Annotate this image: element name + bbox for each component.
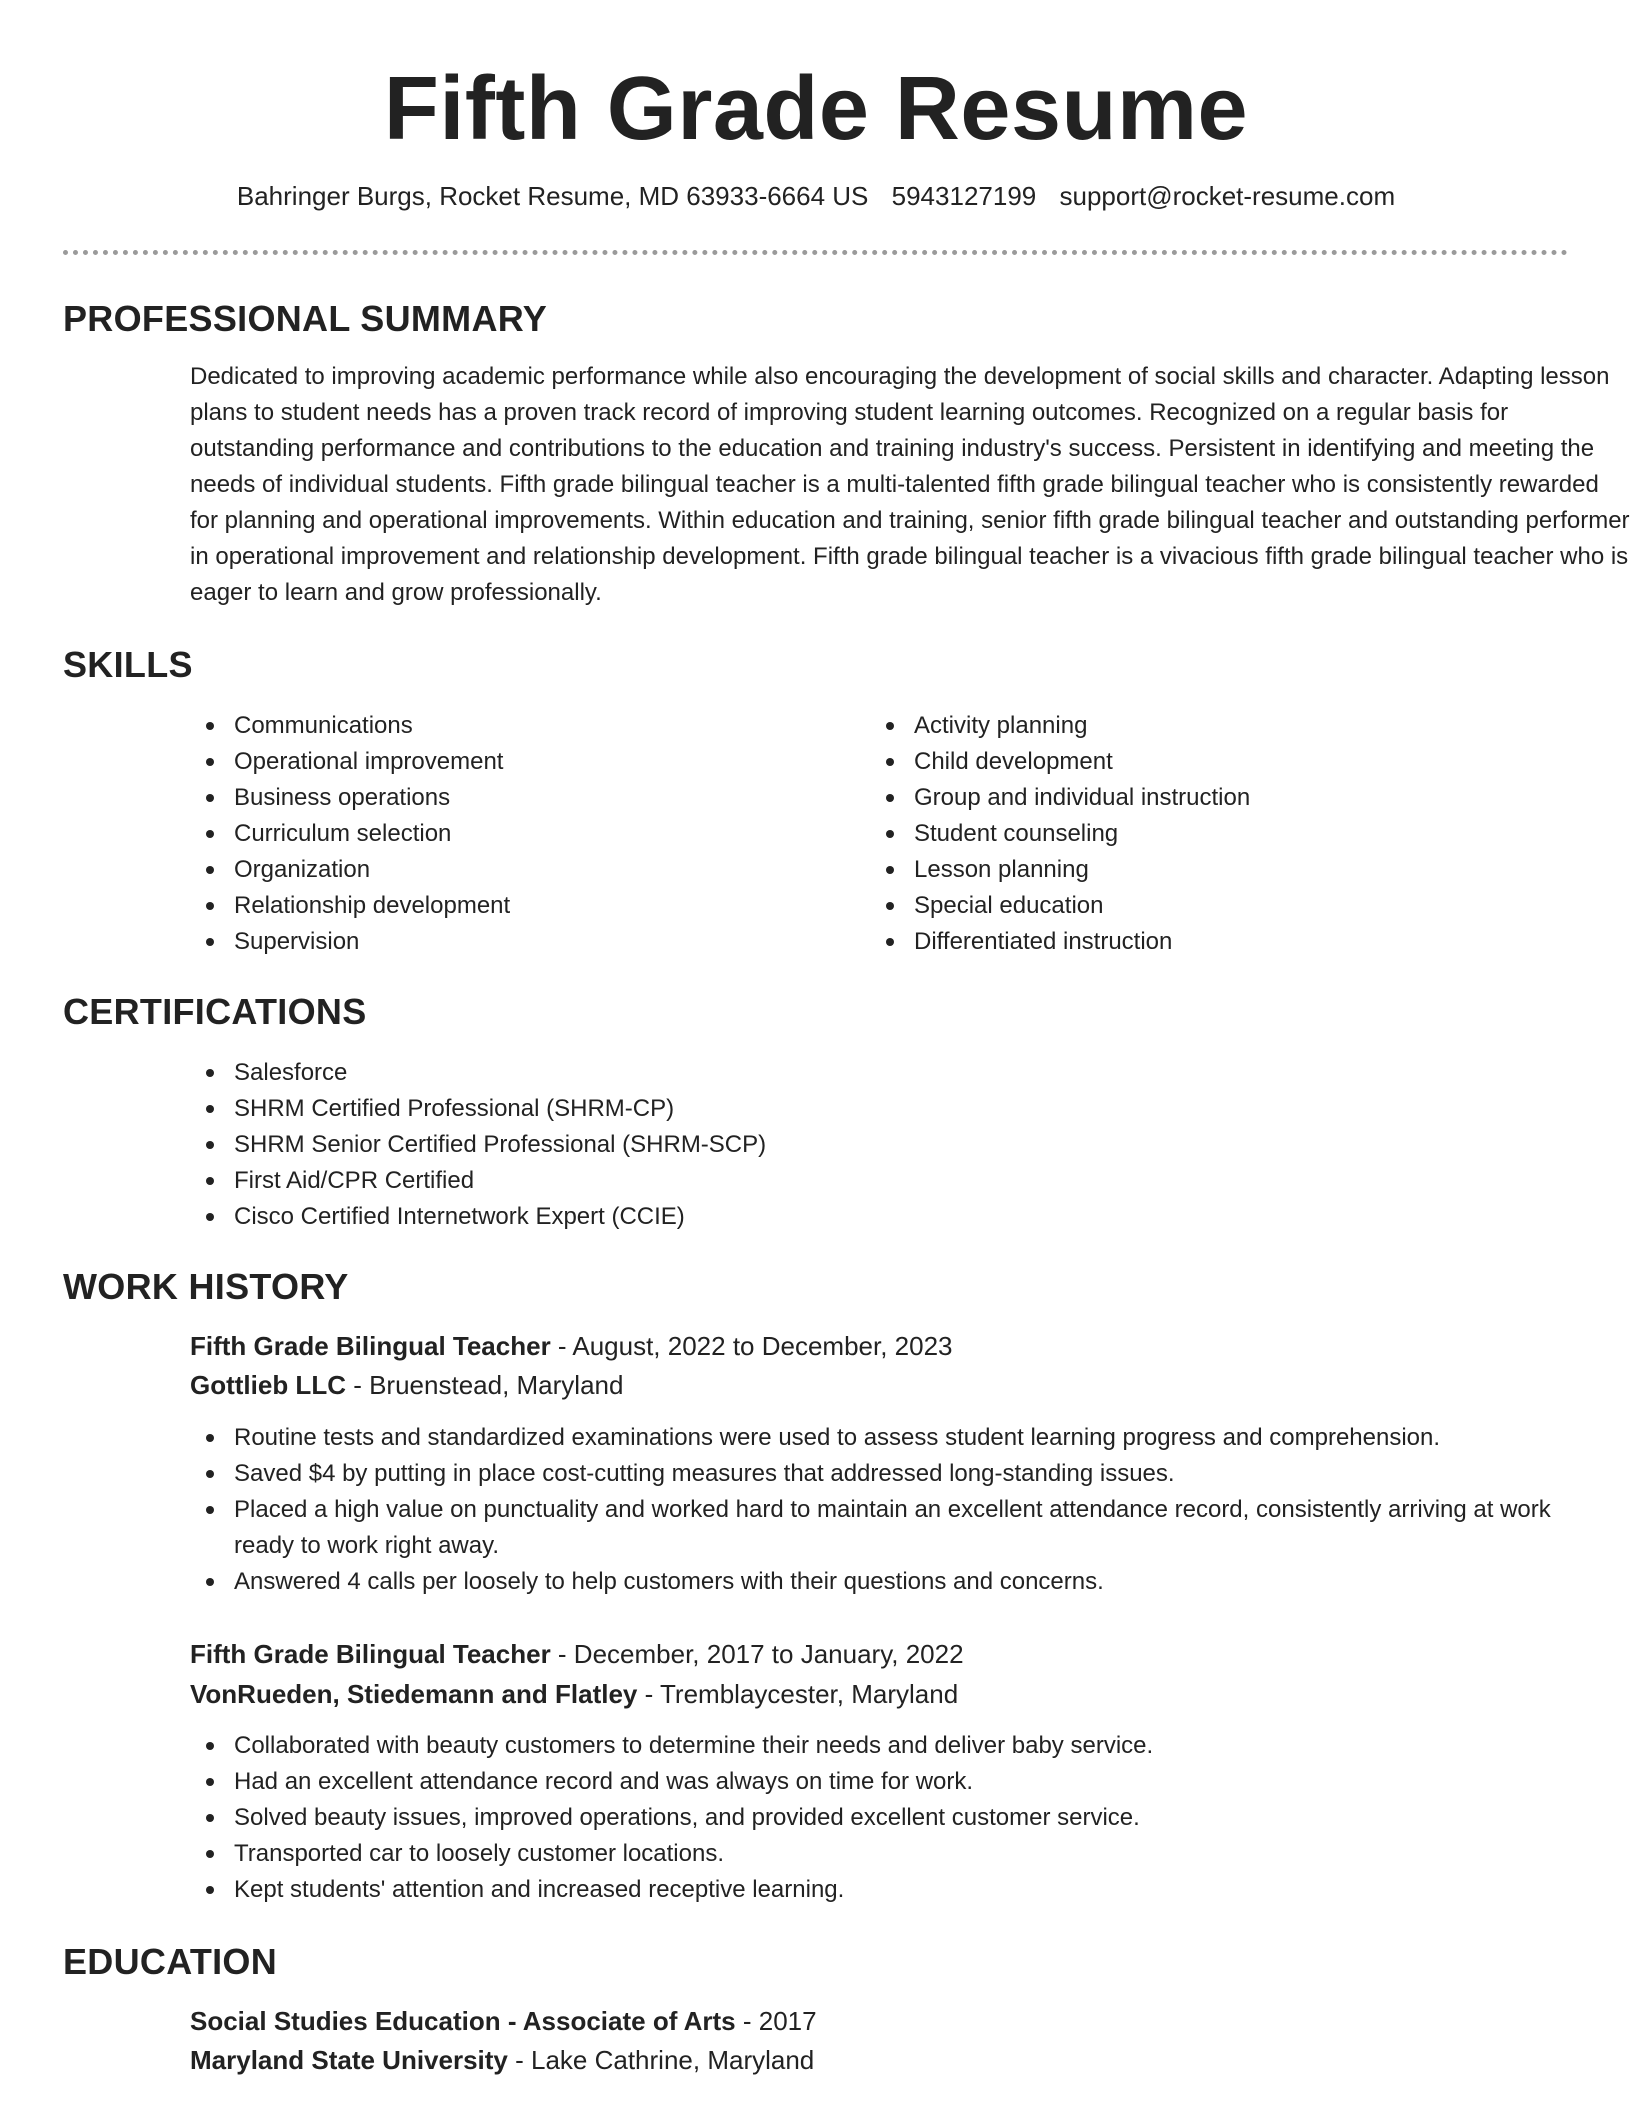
contact-line <box>0 178 1632 214</box>
list-item: Differentiated instruction <box>870 924 1560 960</box>
list-item: Curriculum selection <box>190 816 830 852</box>
education-section <box>63 1940 1568 2075</box>
summary-text: Dedicated to improving academic performance while also encouraging the development of social skills and character. Adapting lesson plans to student needs has a proven track record of improving student learning outcomes. Recognized on a regular basis for outstanding performance and contributions to the education and training industry's success. Persistent in identifying and meeting the needs of individual students. Fifth grade bilingual teacher is a multi-talented fifth grade bilingual teacher who is consistently rewarded for planning and operational improvements. Within education and training, senior fifth grade bilingual teacher and outstanding performer in operational improvement and relationship development. Fifth grade bilingual teacher is a vivacious fifth grade bilingual teacher who is eager to learn and grow professionally. <box>190 363 1630 606</box>
job-title-line <box>190 1327 953 1365</box>
list-item: Transported car to loosely customer locations. <box>190 1836 1600 1872</box>
list-item: Organization <box>190 852 830 888</box>
list-item: Activity planning <box>870 708 1560 744</box>
skills-list-right <box>870 708 1560 960</box>
section-heading: CERTIFICATIONS <box>63 991 367 1032</box>
list-item: Special education <box>870 888 1560 924</box>
list-item: Placed a high value on punctuality and worked hard to maintain an excellent attendance record, consistently arriving at work ready to work right away. <box>190 1492 1600 1564</box>
list-item: Group and individual instruction <box>870 780 1560 816</box>
job-bullets <box>190 1420 1600 1600</box>
work-history-section <box>63 1265 1568 1903</box>
section-heading: PROFESSIONAL SUMMARY <box>63 298 548 339</box>
education-degree-line <box>190 2002 817 2040</box>
job-company: Gottlieb LLC <box>190 1370 346 1400</box>
list-item: SHRM Senior Certified Professional (SHRM-SCP) <box>190 1127 1560 1163</box>
list-item: Communications <box>190 708 830 744</box>
phone: 5943127199 <box>891 181 1037 211</box>
job-company: VonRueden, Stiedemann and Flatley <box>190 1679 638 1709</box>
section-heading: EDUCATION <box>63 1941 278 1982</box>
section-heading: WORK HISTORY <box>63 1266 349 1307</box>
list-item: Solved beauty issues, improved operations, and provided excellent customer service. <box>190 1800 1600 1836</box>
email: support@rocket-resume.com <box>1059 181 1396 211</box>
list-item: Had an excellent attendance record and was always on time for work. <box>190 1764 1600 1800</box>
list-item: Student counseling <box>870 816 1560 852</box>
list-item: Child development <box>870 744 1560 780</box>
list-item: Routine tests and standardized examinations were used to assess student learning progress and comprehension. <box>190 1420 1600 1456</box>
job-dates: - August, 2022 to December, 2023 <box>550 1331 953 1361</box>
graduation-year: - 2017 <box>735 2006 817 2036</box>
list-item: Kept students' attention and increased receptive learning. <box>190 1872 1600 1908</box>
job-location: - Bruenstead, Maryland <box>345 1370 624 1400</box>
list-item: Operational improvement <box>190 744 830 780</box>
header-divider <box>63 250 1568 255</box>
education-school-line <box>190 2041 814 2079</box>
certifications-list <box>190 1055 1560 1235</box>
skills-list-left <box>190 708 830 960</box>
list-item: Answered 4 calls per loosely to help customers with their questions and concerns. <box>190 1564 1600 1600</box>
list-item: Cisco Certified Internetwork Expert (CCIE) <box>190 1199 1560 1235</box>
list-item: Business operations <box>190 780 830 816</box>
list-item: SHRM Certified Professional (SHRM-CP) <box>190 1091 1560 1127</box>
list-item: First Aid/CPR Certified <box>190 1163 1560 1199</box>
list-item: Relationship development <box>190 888 830 924</box>
job-company-line <box>190 1366 623 1404</box>
job-title: Fifth Grade Bilingual Teacher <box>190 1331 551 1361</box>
school: Maryland State University <box>190 2045 508 2075</box>
job-location: - Tremblaycester, Maryland <box>637 1679 959 1709</box>
school-location: - Lake Cathrine, Maryland <box>507 2045 815 2075</box>
certifications-section <box>63 990 1568 1230</box>
job-dates: - December, 2017 to January, 2022 <box>550 1639 964 1669</box>
job-title-line <box>190 1635 964 1673</box>
list-item: Supervision <box>190 924 830 960</box>
job-bullets <box>190 1728 1600 1908</box>
list-item: Salesforce <box>190 1055 1560 1091</box>
skills-section <box>63 643 1568 955</box>
job-company-line <box>190 1675 958 1713</box>
address: Bahringer Burgs, Rocket Resume, MD 63933-6664 US <box>236 181 869 211</box>
degree: Social Studies Education - Associate of Arts <box>190 2006 736 2036</box>
summary-section <box>63 297 1630 606</box>
resume-title: Fifth Grade Resume <box>383 59 1249 159</box>
list-item: Lesson planning <box>870 852 1560 888</box>
section-heading: SKILLS <box>63 644 193 685</box>
list-item: Saved $4 by putting in place cost-cutting measures that addressed long-standing issues. <box>190 1456 1600 1492</box>
job-title: Fifth Grade Bilingual Teacher <box>190 1639 551 1669</box>
list-item: Collaborated with beauty customers to determine their needs and deliver baby service. <box>190 1728 1600 1764</box>
